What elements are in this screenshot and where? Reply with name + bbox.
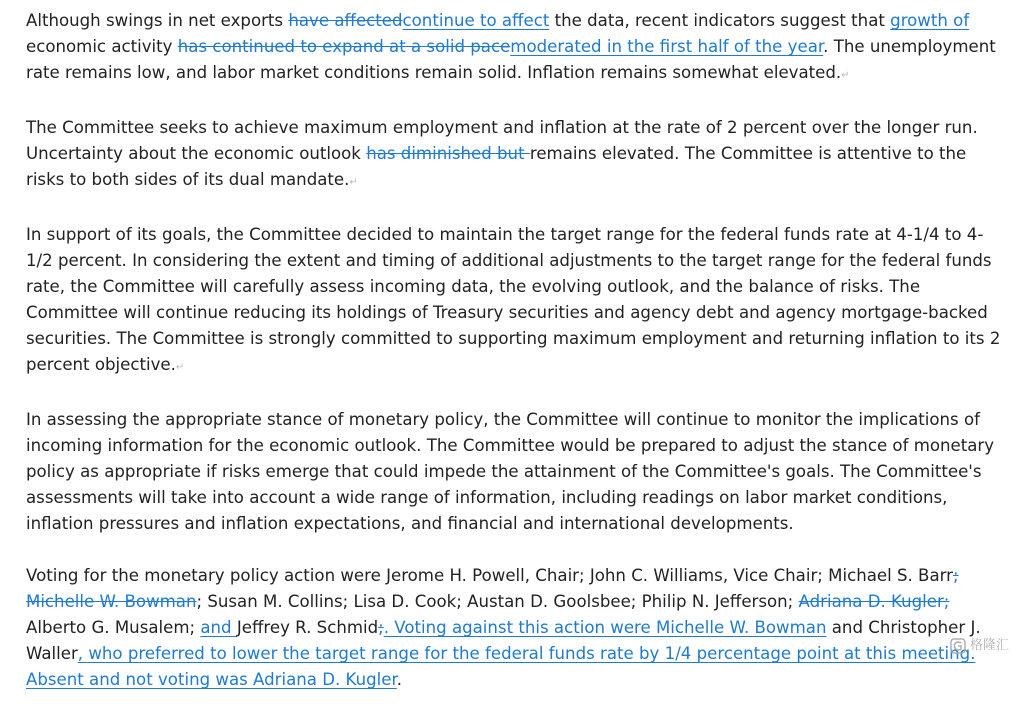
watermark: [950, 638, 1009, 654]
text-run: In support of its goals, the Committee decided to maintain the target range for the federal funds rate at 4-1/4 to 4-1/2 percent. In considering the extent and timing of additional adjustments to the target range for the federal funds rate, the Committee will carefully assess incoming data, the evolving outlook, and the balance of risks. The Committee will continue reducing its holdings of Treasury securities and agency debt and agency mortgage-backed securities. The Committee is strongly committed to supporting maximum employment and returning inflation to its 2 percent objective.: [26, 225, 1001, 374]
deleted-text: Adriana D. Kugler;: [798, 592, 950, 611]
text-run: Although swings in net exports: [26, 11, 289, 30]
paragraph-policy-decision: [26, 222, 1006, 381]
deleted-text: have affected: [288, 11, 403, 30]
text-run: Voting for the monetary policy action were Jerome H. Powell, Chair; John C. Williams, Vice Chair; Michael S. Barr: [26, 566, 953, 585]
text-run: Jeffrey R. Schmid: [236, 618, 379, 637]
paragraph-committee-goals: [26, 115, 1006, 196]
document-body: [26, 8, 1006, 719]
text-run: The Committee seeks to achieve maximum employment and inflation at the rate of 2 percent over the longer run. Uncertainty about the economic outlook: [26, 118, 978, 163]
paragraph-policy-stance: [26, 407, 1006, 537]
deleted-text: has diminished but: [366, 144, 530, 163]
text-run: and Christopher J. Waller: [26, 618, 981, 663]
watermark-text: 格隆汇: [969, 638, 1009, 653]
text-run: .: [396, 670, 403, 689]
text-run: ; Susan M. Collins; Lisa D. Cook; Austan D. Goolsbee; Philip N. Jefferson;: [196, 592, 799, 611]
text-run: In assessing the appropriate stance of monetary policy, the Committee will continue to monitor the implications of incoming information for the economic outlook. The Committee would be prepared to adjust the stance of monetary policy as appropriate if risks emerge that could impede the attainment of the Committee's goals. The Committee's assessments will take into account a wide range of information, including readings on labor market conditions, inflation pressures and inflation expectations, and financial and international developments.: [26, 410, 995, 533]
paragraph-voting: [26, 563, 1006, 693]
inserted-text: growth of: [890, 11, 970, 30]
inserted-text: . Voting against this action were Michelle W. Bowman: [383, 618, 827, 637]
inserted-text: , who preferred to lower the target range for the federal funds rate by 1/4 percentage point at this meeting. Absent and not voting was Adriana D. Kugler: [26, 644, 976, 689]
text-run: Alberto G. Musalem;: [26, 618, 201, 637]
paragraph-mark: ↵: [349, 177, 358, 188]
text-run: the data, recent indicators suggest that: [549, 11, 891, 30]
deleted-text: ;: [378, 618, 384, 637]
deleted-text: ; Michelle W. Bowman: [26, 566, 959, 611]
inserted-text: continue to affect: [402, 11, 550, 30]
text-run: . The unemployment rate remains low, and labor market conditions remain solid. Inflation remains somewhat elevated.: [26, 37, 996, 82]
text-run: remains elevated. The Committee is attentive to the risks to both sides of its dual mandate.: [26, 144, 967, 189]
paragraph-mark: ↵: [841, 70, 850, 81]
paragraph-mark: ↵: [175, 362, 185, 373]
deleted-text: has continued to expand at a solid pace: [177, 37, 511, 56]
gelonghui-logo-icon: [950, 638, 966, 654]
paragraph-economic-activity: [26, 8, 1006, 89]
inserted-text: and: [200, 618, 237, 637]
text-run: economic activity: [26, 37, 178, 56]
inserted-text: moderated in the first half of the year: [510, 37, 824, 56]
